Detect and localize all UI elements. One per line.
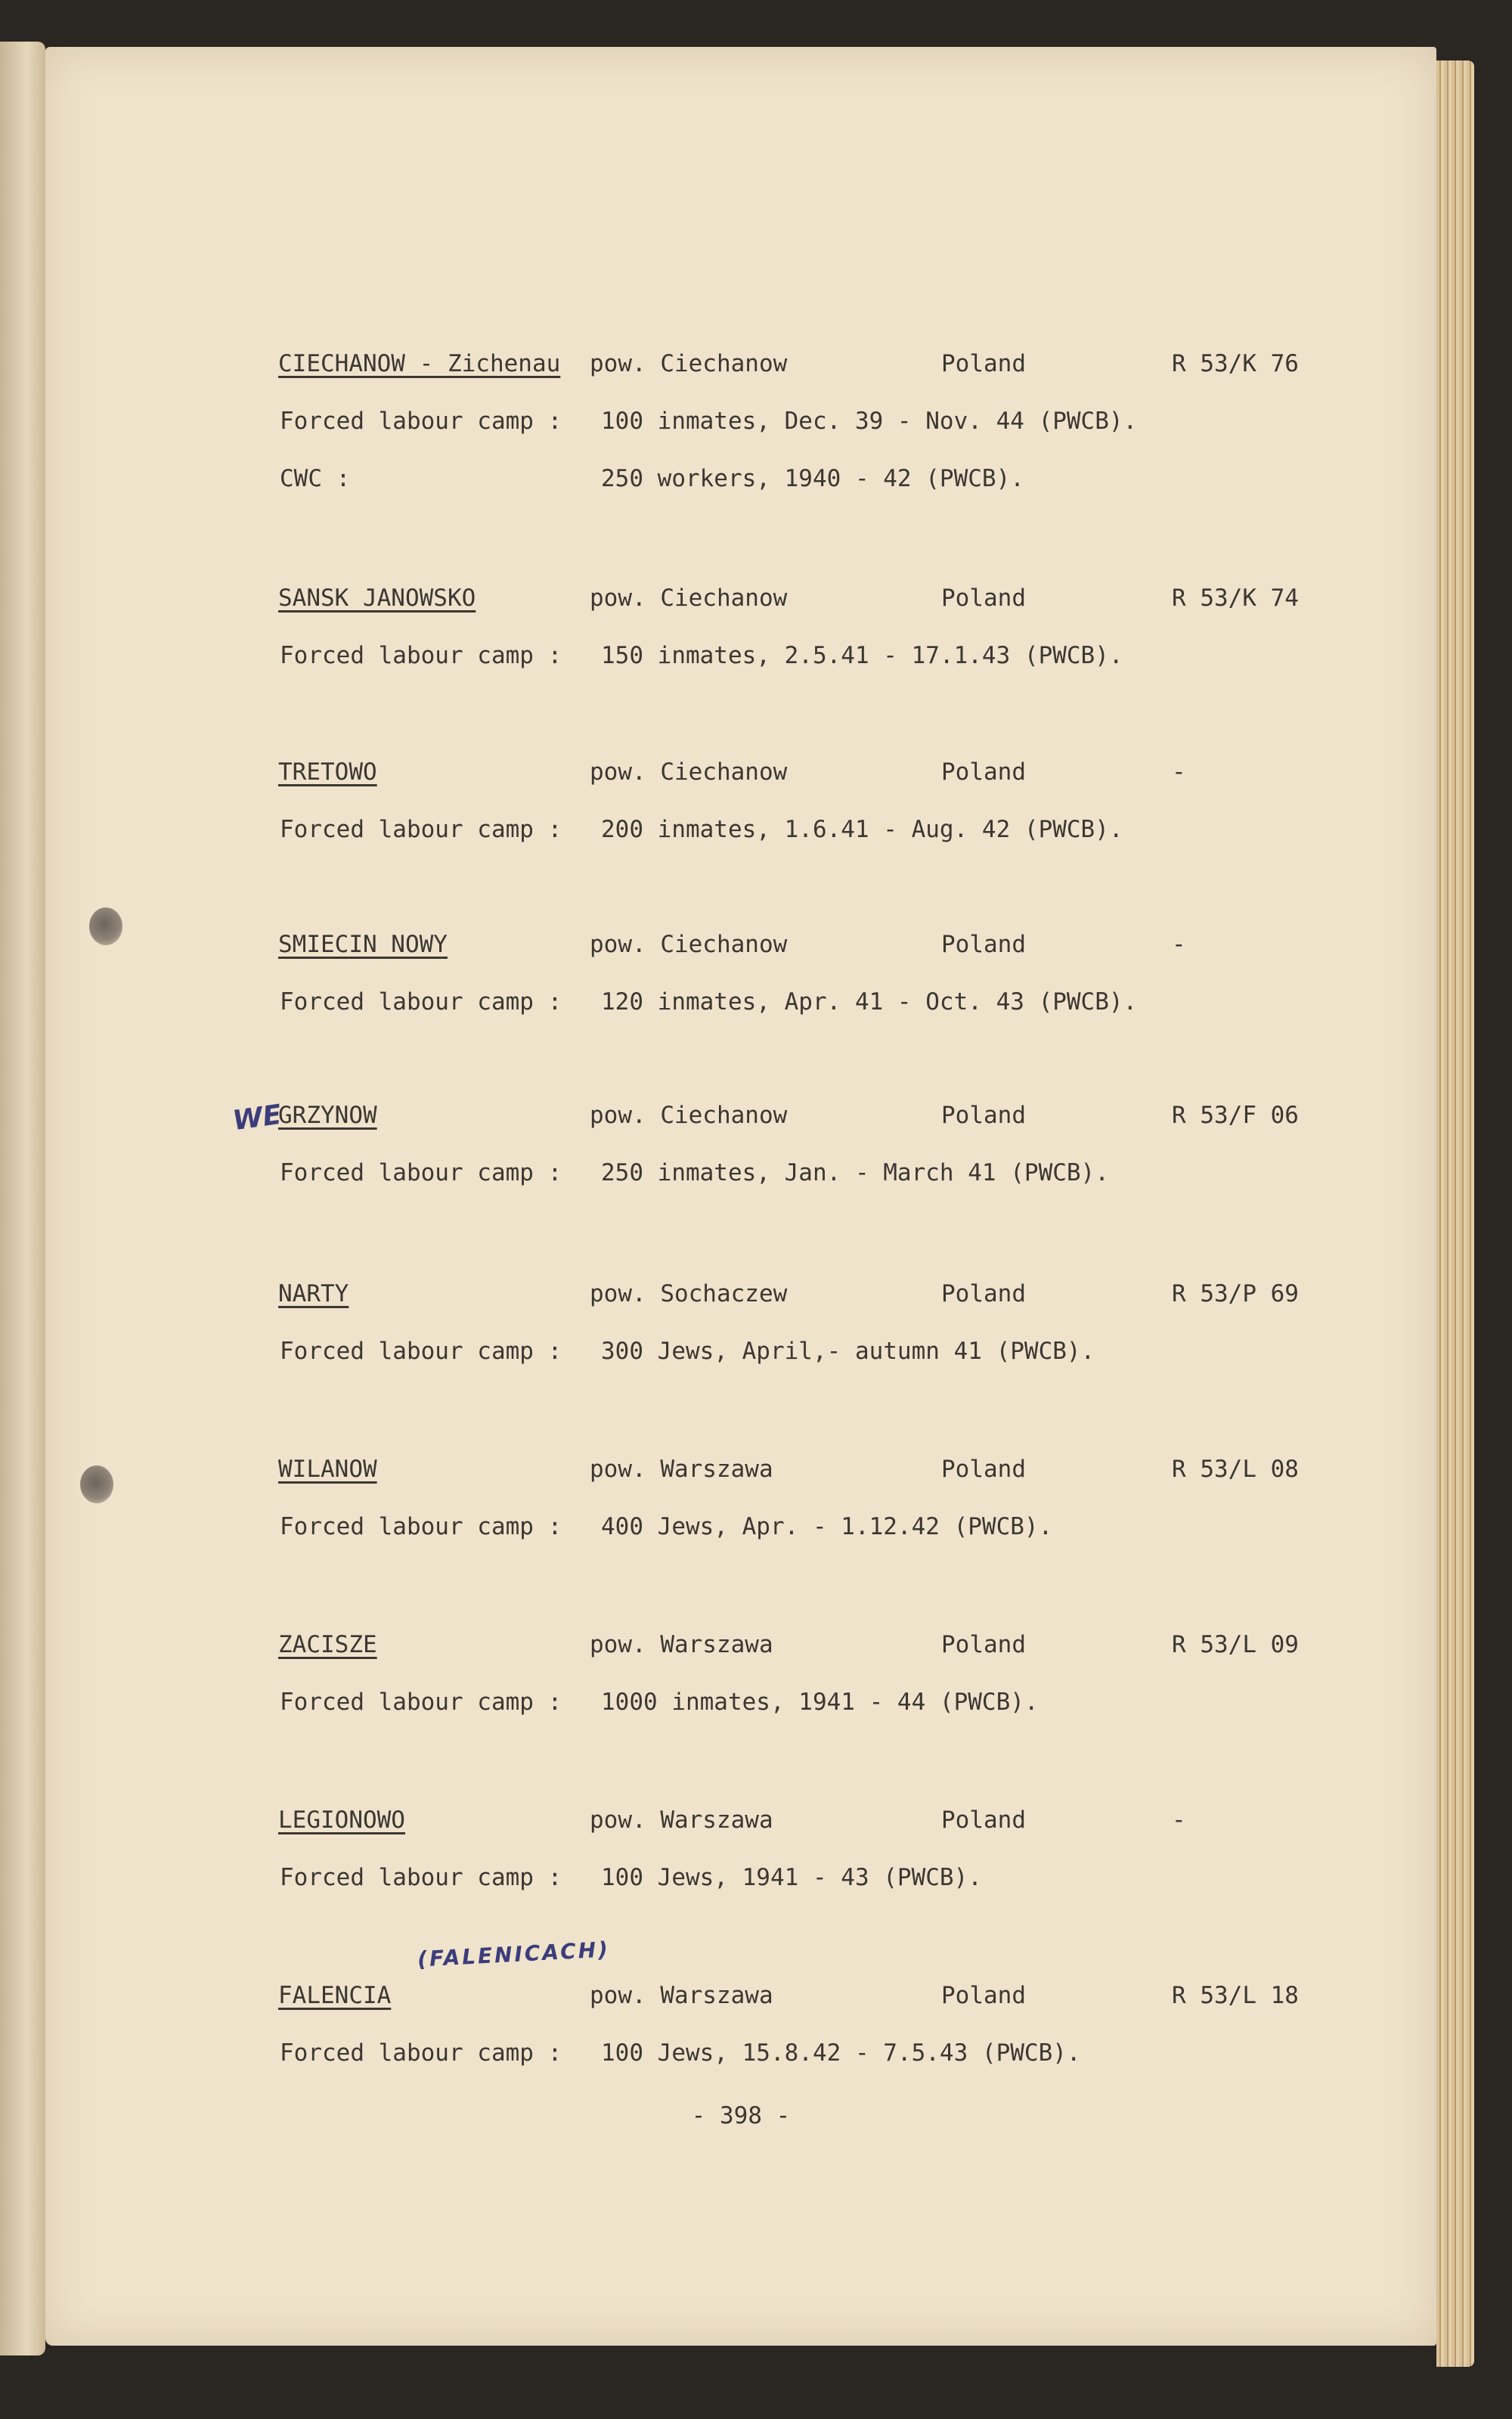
- camp-category: CWC :: [280, 465, 351, 492]
- place-name: LEGIONOWO: [278, 1806, 405, 1834]
- camp-detail: 400 Jews, Apr. - 1.12.42 (PWCB).: [601, 1513, 1053, 1540]
- camp-category: Forced labour camp :: [280, 2039, 562, 2067]
- handwritten-correction: (FALENICACH): [417, 1937, 611, 1972]
- place-name: WILANOW: [278, 1456, 377, 1483]
- entry-detail-line: [0, 1509, 1512, 1544]
- entry-header: [0, 581, 1512, 616]
- entry-detail-line: [0, 812, 1512, 847]
- reference-code: R 53/L 09: [1172, 1631, 1299, 1658]
- place-name: SMIECIN NOWY: [278, 931, 448, 958]
- entry-detail-line: [0, 461, 1512, 496]
- camp-category: Forced labour camp :: [280, 408, 562, 435]
- place-name: NARTY: [278, 1280, 349, 1307]
- entry-header: [0, 1452, 1512, 1487]
- district-name: pow. Ciechanow: [590, 1102, 788, 1129]
- reference-code: R 53/K 74: [1172, 585, 1299, 612]
- camp-detail: 150 inmates, 2.5.41 - 17.1.43 (PWCB).: [601, 642, 1123, 669]
- entry-detail-line: [0, 404, 1512, 439]
- reference-code: R 53/F 06: [1172, 1102, 1299, 1129]
- country-name: Poland: [941, 350, 1026, 377]
- reference-code: R 53/P 69: [1172, 1280, 1299, 1307]
- camp-category: Forced labour camp :: [280, 1159, 562, 1186]
- entry-header: [0, 346, 1512, 381]
- entry-header: [0, 1098, 1512, 1133]
- camp-category: Forced labour camp :: [280, 816, 562, 843]
- country-name: Poland: [941, 1806, 1026, 1834]
- entry-detail-line: [0, 638, 1512, 673]
- camp-detail: 100 Jews, 15.8.42 - 7.5.43 (PWCB).: [601, 2039, 1081, 2067]
- country-name: Poland: [941, 931, 1026, 958]
- district-name: pow. Warszawa: [590, 1456, 773, 1483]
- entry-detail-line: [0, 1155, 1512, 1190]
- camp-detail: 200 inmates, 1.6.41 - Aug. 42 (PWCB).: [601, 816, 1123, 843]
- place-name: FALENCIA: [278, 1982, 392, 2009]
- country-name: Poland: [941, 1102, 1026, 1129]
- reference-code: -: [1172, 758, 1186, 786]
- entry-header: [0, 1978, 1512, 2013]
- camp-detail: 1000 inmates, 1941 - 44 (PWCB).: [601, 1689, 1039, 1716]
- entry-detail-line: [0, 985, 1512, 1019]
- camp-category: Forced labour camp :: [280, 988, 562, 1016]
- reference-code: R 53/L 08: [1172, 1456, 1299, 1483]
- country-name: Poland: [941, 758, 1026, 786]
- entry-header: [0, 1627, 1512, 1662]
- reference-code: -: [1172, 931, 1186, 958]
- entry-header: [0, 1803, 1512, 1838]
- place-name: CIECHANOW - Zichenau: [278, 350, 561, 377]
- reference-code: -: [1172, 1806, 1186, 1834]
- country-name: Poland: [941, 585, 1026, 612]
- camp-detail: 120 inmates, Apr. 41 - Oct. 43 (PWCB).: [601, 988, 1138, 1016]
- place-name: SANSK JANOWSKO: [278, 585, 476, 612]
- entry-detail-line: [0, 1860, 1512, 1895]
- camp-detail: 100 Jews, 1941 - 43 (PWCB).: [601, 1864, 982, 1891]
- district-name: pow. Warszawa: [590, 1631, 773, 1658]
- entry-detail-line: [0, 1334, 1512, 1369]
- entry-header: [0, 927, 1512, 962]
- handwritten-prefix: WE: [231, 1099, 284, 1137]
- page-number: - 398 -: [691, 2102, 791, 2129]
- camp-category: Forced labour camp :: [280, 1513, 562, 1540]
- camp-category: Forced labour camp :: [280, 1864, 562, 1891]
- reference-code: R 53/L 18: [1172, 1982, 1299, 2009]
- country-name: Poland: [941, 1631, 1026, 1658]
- place-name: GRZYNOW: [278, 1102, 377, 1129]
- camp-detail: 250 workers, 1940 - 42 (PWCB).: [601, 465, 1024, 492]
- district-name: pow. Ciechanow: [590, 931, 788, 958]
- district-name: pow. Ciechanow: [590, 758, 788, 786]
- entry-header: [0, 1276, 1512, 1311]
- district-name: pow. Ciechanow: [590, 350, 788, 377]
- camp-detail: 300 Jews, April,- autumn 41 (PWCB).: [601, 1338, 1095, 1365]
- entry-detail-line: [0, 1685, 1512, 1720]
- country-name: Poland: [941, 1280, 1026, 1307]
- district-name: pow. Warszawa: [590, 1982, 773, 2009]
- country-name: Poland: [941, 1456, 1026, 1483]
- district-name: pow. Warszawa: [590, 1806, 773, 1834]
- district-name: pow. Ciechanow: [590, 585, 788, 612]
- entry-detail-line: [0, 2036, 1512, 2070]
- place-name: TRETOWO: [278, 758, 377, 786]
- camp-category: Forced labour camp :: [280, 642, 562, 669]
- entry-header: [0, 755, 1512, 789]
- place-name: ZACISZE: [278, 1631, 377, 1658]
- camp-detail: 100 inmates, Dec. 39 - Nov. 44 (PWCB).: [601, 408, 1138, 435]
- camp-detail: 250 inmates, Jan. - March 41 (PWCB).: [601, 1159, 1109, 1186]
- district-name: pow. Sochaczew: [590, 1280, 788, 1307]
- reference-code: R 53/K 76: [1172, 350, 1299, 377]
- camp-category: Forced labour camp :: [280, 1689, 562, 1716]
- country-name: Poland: [941, 1982, 1026, 2009]
- camp-category: Forced labour camp :: [280, 1338, 562, 1365]
